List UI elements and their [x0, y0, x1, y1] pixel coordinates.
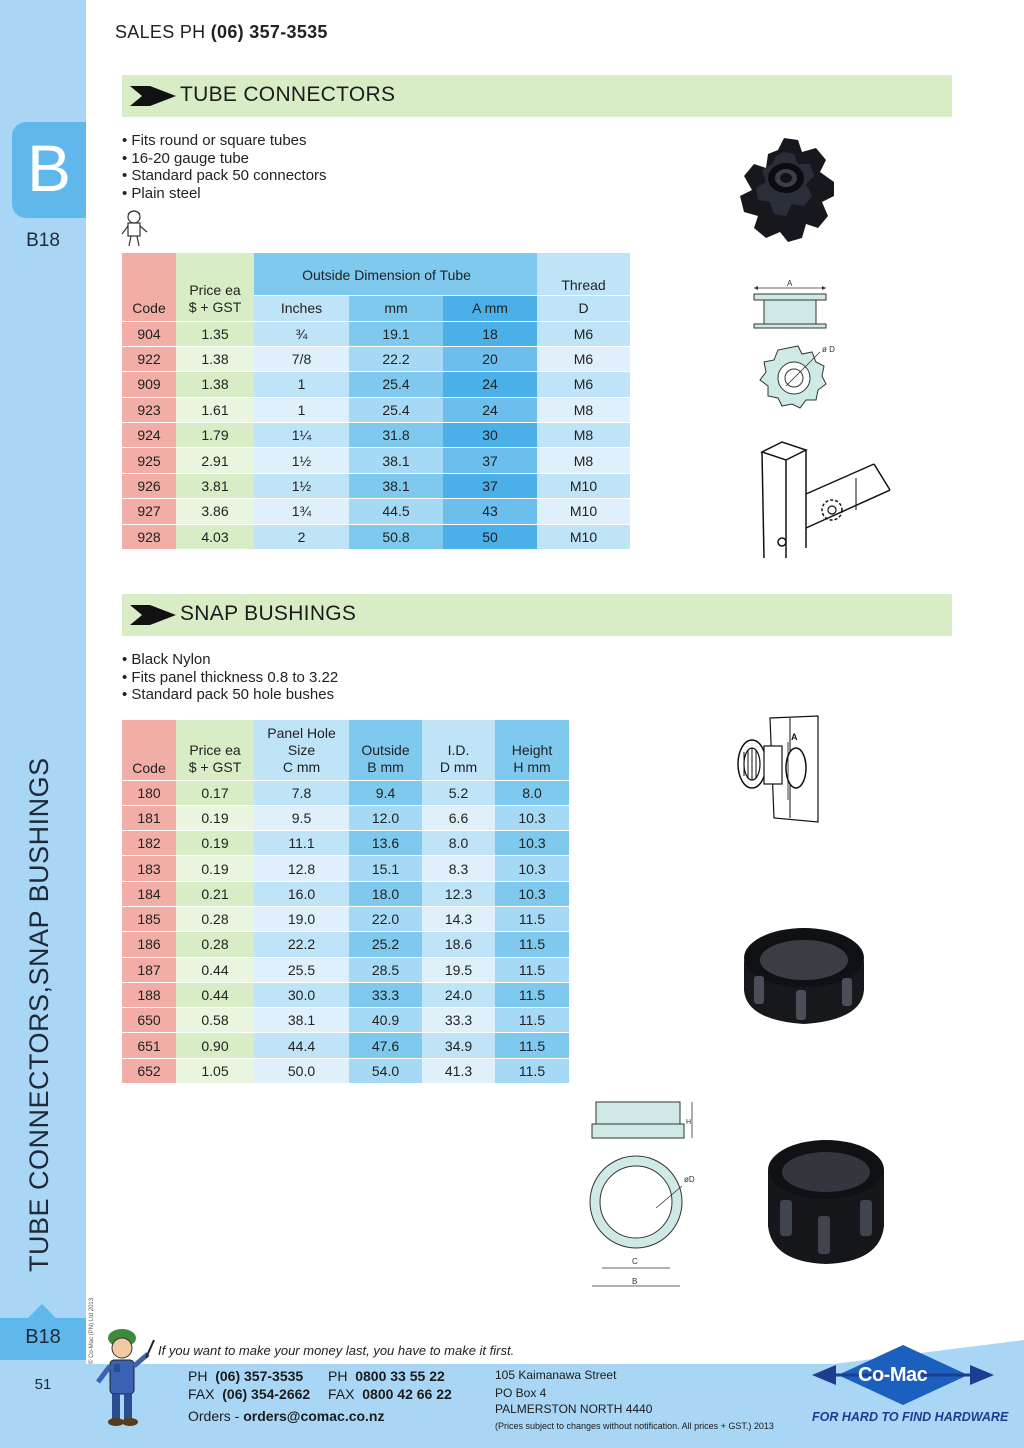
cell-thread: M6 — [537, 321, 630, 346]
tagline: FOR HARD TO FIND HARDWARE — [812, 1410, 1009, 1424]
cell-price: 1.38 — [176, 372, 254, 397]
table-row — [122, 881, 569, 906]
cell-mm: 19.1 — [349, 321, 443, 346]
col-header-panel-line1: Panel Hole — [267, 724, 336, 741]
page-code-top: B18 — [26, 230, 60, 251]
phone-label: PH — [188, 1368, 208, 1384]
cell-code: 909 — [122, 372, 176, 397]
cell-amm: 18 — [443, 321, 537, 346]
mascot-icon — [92, 1324, 158, 1428]
cell-price: 1.61 — [176, 397, 254, 422]
cell-code: 182 — [122, 831, 176, 856]
cell-outside: 25.2 — [349, 932, 422, 957]
orders-email-link[interactable]: orders@comac.co.nz — [243, 1408, 385, 1424]
cell-price: 4.03 — [176, 524, 254, 549]
table-row — [122, 423, 630, 448]
cell-height: 10.3 — [495, 856, 569, 881]
diagram-label-h: H — [686, 1119, 692, 1126]
cell-inches: 1¾ — [254, 499, 349, 524]
snap-bushing-photo — [738, 920, 868, 1030]
cell-outside: 9.4 — [349, 780, 422, 805]
cell-panel-hole: 38.1 — [254, 1008, 349, 1033]
diagram-label-b: B — [632, 1277, 638, 1286]
cell-outside: 47.6 — [349, 1033, 422, 1058]
col-header-outside — [349, 720, 422, 780]
diagram-label-a: A — [787, 280, 793, 288]
code-tab-notch — [28, 1304, 56, 1318]
cell-id: 8.0 — [422, 831, 495, 856]
cell-height: 10.3 — [495, 881, 569, 906]
cell-id: 41.3 — [422, 1058, 495, 1083]
cell-price: 3.81 — [176, 473, 254, 498]
cell-amm: 30 — [443, 423, 537, 448]
col-header-outside-line2: B mm — [367, 758, 404, 775]
col-header-price-line1: Price ea — [189, 741, 241, 758]
table-row — [122, 982, 569, 1007]
cell-mm: 31.8 — [349, 423, 443, 448]
cell-height: 11.5 — [495, 1058, 569, 1083]
tube-connector-installed-diagram — [756, 438, 896, 564]
cell-code: 650 — [122, 1008, 176, 1033]
table-row — [122, 473, 630, 498]
cell-price: 0.19 — [176, 831, 254, 856]
footer-motto: If you want to make your money last, you have to make it first. — [158, 1343, 515, 1358]
cell-code: 184 — [122, 881, 176, 906]
cell-panel-hole: 16.0 — [254, 881, 349, 906]
cell-price: 1.38 — [176, 346, 254, 371]
cell-panel-hole: 12.8 — [254, 856, 349, 881]
cell-code: 926 — [122, 473, 176, 498]
table-row — [122, 372, 630, 397]
table-row — [122, 906, 569, 931]
cell-mm: 22.2 — [349, 346, 443, 371]
tube-connector-side-diagram — [750, 280, 832, 334]
cell-id: 5.2 — [422, 780, 495, 805]
cell-outside: 40.9 — [349, 1008, 422, 1033]
cell-inches: 1½ — [254, 473, 349, 498]
cell-inches: 1 — [254, 397, 349, 422]
col-header-thread: Thread — [537, 253, 630, 295]
col-group-outside-dimension: Outside Dimension of Tube — [254, 253, 537, 295]
footer-fax-1 — [188, 1386, 310, 1402]
cell-height: 10.3 — [495, 831, 569, 856]
sales-prefix: SALES PH — [115, 22, 206, 42]
fax-label: FAX — [328, 1386, 355, 1402]
sales-phone: (06) 357-3535 — [210, 22, 328, 42]
col-header-panel-line2: Size — [287, 741, 316, 758]
address-line-2: PO Box 4 — [495, 1386, 547, 1400]
cell-panel-hole: 7.8 — [254, 780, 349, 805]
cell-price: 0.28 — [176, 932, 254, 957]
section-letter: B — [26, 131, 72, 205]
cell-amm: 43 — [443, 499, 537, 524]
cell-panel-hole: 25.5 — [254, 957, 349, 982]
cell-price: 1.79 — [176, 423, 254, 448]
col-header-price — [176, 253, 254, 321]
cell-outside: 13.6 — [349, 831, 422, 856]
cell-price: 0.19 — [176, 856, 254, 881]
cell-price: 3.86 — [176, 499, 254, 524]
cell-height: 11.5 — [495, 932, 569, 957]
cell-code: 928 — [122, 524, 176, 549]
col-header-panel-line3: C mm — [282, 758, 321, 775]
tube-connectors-table — [122, 253, 630, 550]
tube-connectors-features — [122, 132, 327, 202]
cell-price: 1.05 — [176, 1058, 254, 1083]
snap-bushings-title: SNAP BUSHINGS — [180, 602, 357, 625]
cell-code: 187 — [122, 957, 176, 982]
col-header-code: Code — [122, 253, 176, 321]
tube-connectors-header — [122, 75, 952, 117]
cell-panel-hole: 44.4 — [254, 1033, 349, 1058]
cell-code: 185 — [122, 906, 176, 931]
cell-id: 24.0 — [422, 982, 495, 1007]
cell-inches: 1¼ — [254, 423, 349, 448]
fax-number: (06) 354-2662 — [222, 1386, 311, 1402]
table-row — [122, 831, 569, 856]
cell-id: 33.3 — [422, 1008, 495, 1033]
table-row — [122, 1058, 569, 1083]
table-row — [122, 448, 630, 473]
cell-thread: M8 — [537, 397, 630, 422]
footer-phone-2 — [328, 1368, 445, 1384]
page-code-bottom: B18 — [25, 1326, 61, 1348]
cell-outside: 33.3 — [349, 982, 422, 1007]
cell-amm: 24 — [443, 372, 537, 397]
cell-id: 14.3 — [422, 906, 495, 931]
col-header-panel-hole — [254, 720, 349, 780]
footer-phone-1 — [188, 1368, 303, 1384]
cell-price: 0.90 — [176, 1033, 254, 1058]
table-row — [122, 397, 630, 422]
list-item: • Plain steel — [122, 185, 327, 203]
snap-bushings-table — [122, 720, 569, 1084]
vertical-section-title: TUBE CONNECTORS,SNAP BUSHINGS — [24, 757, 54, 1272]
phone-number[interactable]: 0800 33 55 22 — [355, 1368, 445, 1384]
snap-bushings-features — [122, 651, 338, 704]
list-item: • 16-20 gauge tube — [122, 150, 327, 168]
col-header-thread-d: D — [537, 295, 630, 321]
snap-bushing-dimension-diagram — [588, 1098, 704, 1294]
cell-height: 8.0 — [495, 780, 569, 805]
col-header-price-line2: $ + GST — [188, 758, 242, 775]
col-header-outside-line1: Outside — [361, 741, 410, 758]
col-header-id-line2: D mm — [439, 758, 478, 775]
cell-code: 188 — [122, 982, 176, 1007]
col-header-id-line1: I.D. — [447, 741, 470, 758]
footer-orders — [188, 1408, 385, 1424]
cell-amm: 24 — [443, 397, 537, 422]
col-header-height-line1: Height — [511, 741, 553, 758]
cell-thread: M10 — [537, 524, 630, 549]
list-item: • Fits round or square tubes — [122, 132, 327, 150]
cell-outside: 18.0 — [349, 881, 422, 906]
table-row — [122, 321, 630, 346]
cell-panel-hole: 50.0 — [254, 1058, 349, 1083]
list-item: • Standard pack 50 connectors — [122, 167, 327, 185]
cell-outside: 12.0 — [349, 805, 422, 830]
phone-number[interactable]: (06) 357-3535 — [215, 1368, 304, 1384]
cell-code: 183 — [122, 856, 176, 881]
col-header-price-line2: $ + GST — [188, 298, 242, 315]
cell-amm: 50 — [443, 524, 537, 549]
cell-code: 180 — [122, 780, 176, 805]
cell-price: 0.44 — [176, 982, 254, 1007]
cell-inches: 1½ — [254, 448, 349, 473]
cell-code: 651 — [122, 1033, 176, 1058]
cell-price: 0.17 — [176, 780, 254, 805]
snap-bushings-header — [122, 594, 952, 636]
cell-thread: M6 — [537, 346, 630, 371]
table-row — [122, 499, 630, 524]
phone-label: PH — [328, 1368, 348, 1384]
cell-panel-hole: 9.5 — [254, 805, 349, 830]
cell-mm: 50.8 — [349, 524, 443, 549]
section-arrow-icon — [130, 605, 176, 625]
cell-outside: 54.0 — [349, 1058, 422, 1083]
section-arrow-icon — [130, 86, 176, 106]
cell-amm: 20 — [443, 346, 537, 371]
copyright-notice: © Co-Mac (PN) Ltd 2013 — [89, 1297, 95, 1364]
fax-number: 0800 42 66 22 — [362, 1386, 452, 1402]
cell-id: 6.6 — [422, 805, 495, 830]
cell-price: 2.91 — [176, 448, 254, 473]
col-header-price — [176, 720, 254, 780]
cell-id: 8.3 — [422, 856, 495, 881]
cell-mm: 38.1 — [349, 473, 443, 498]
cell-code: 927 — [122, 499, 176, 524]
table-row — [122, 1008, 569, 1033]
table-row — [122, 932, 569, 957]
cell-outside: 22.0 — [349, 906, 422, 931]
snap-bushing-panel-diagram — [730, 712, 826, 824]
cell-height: 11.5 — [495, 957, 569, 982]
table-row — [122, 1033, 569, 1058]
cell-thread: M8 — [537, 448, 630, 473]
cell-thread: M8 — [537, 423, 630, 448]
list-item: • Standard pack 50 hole bushes — [122, 686, 338, 704]
table-row — [122, 856, 569, 881]
cell-panel-hole: 30.0 — [254, 982, 349, 1007]
cell-code: 925 — [122, 448, 176, 473]
orders-label: Orders - — [188, 1408, 240, 1424]
logo-text: Co-Mac — [858, 1364, 928, 1386]
cell-inches: 1 — [254, 372, 349, 397]
cell-code: 923 — [122, 397, 176, 422]
cell-mm: 25.4 — [349, 397, 443, 422]
cell-code: 186 — [122, 932, 176, 957]
address-line-1: 105 Kaimanawa Street — [495, 1368, 617, 1382]
tube-connectors-title: TUBE CONNECTORS — [180, 83, 396, 106]
cell-amm: 37 — [443, 448, 537, 473]
address-line-3: PALMERSTON NORTH 4440 — [495, 1402, 653, 1416]
cell-id: 34.9 — [422, 1033, 495, 1058]
cell-thread: M6 — [537, 372, 630, 397]
cell-panel-hole: 22.2 — [254, 932, 349, 957]
cell-code: 922 — [122, 346, 176, 371]
col-header-mm: mm — [349, 295, 443, 321]
col-header-height-line2: H mm — [513, 758, 551, 775]
cell-code: 924 — [122, 423, 176, 448]
cell-thread: M10 — [537, 499, 630, 524]
tube-connector-photo — [714, 130, 854, 256]
cell-id: 19.5 — [422, 957, 495, 982]
cell-price: 0.28 — [176, 906, 254, 931]
page-number: 51 — [34, 1376, 52, 1393]
cell-height: 11.5 — [495, 906, 569, 931]
tube-connector-top-diagram — [750, 340, 846, 412]
table-row — [122, 524, 630, 549]
col-header-inches: Inches — [254, 295, 349, 321]
snap-bushing-photo-2 — [758, 1136, 894, 1268]
cell-code: 652 — [122, 1058, 176, 1083]
cell-price: 0.44 — [176, 957, 254, 982]
diagram-label-c: C — [632, 1257, 638, 1266]
fax-label: FAX — [188, 1386, 215, 1402]
cell-thread: M10 — [537, 473, 630, 498]
cell-id: 12.3 — [422, 881, 495, 906]
col-header-height — [495, 720, 569, 780]
cell-outside: 28.5 — [349, 957, 422, 982]
cell-panel-hole: 19.0 — [254, 906, 349, 931]
col-header-amm: A mm — [443, 295, 537, 321]
cell-price: 0.21 — [176, 881, 254, 906]
cell-code: 181 — [122, 805, 176, 830]
cell-mm: 25.4 — [349, 372, 443, 397]
cell-id: 18.6 — [422, 932, 495, 957]
cell-price: 0.58 — [176, 1008, 254, 1033]
footer-fax-2 — [328, 1386, 452, 1402]
cell-price: 0.19 — [176, 805, 254, 830]
cell-height: 11.5 — [495, 982, 569, 1007]
mascot-small-icon — [120, 208, 150, 248]
cell-height: 11.5 — [495, 1008, 569, 1033]
cell-inches: ¾ — [254, 321, 349, 346]
list-item: • Fits panel thickness 0.8 to 3.22 — [122, 669, 338, 687]
col-header-id — [422, 720, 495, 780]
cell-panel-hole: 11.1 — [254, 831, 349, 856]
col-header-price-line1: Price ea — [189, 281, 241, 298]
diagram-label-d: ø D — [822, 345, 835, 354]
sales-phone-header — [115, 22, 328, 43]
table-row — [122, 780, 569, 805]
table-row — [122, 805, 569, 830]
cell-mm: 38.1 — [349, 448, 443, 473]
list-item: • Black Nylon — [122, 651, 338, 669]
cell-outside: 15.1 — [349, 856, 422, 881]
cell-code: 904 — [122, 321, 176, 346]
cell-price: 1.35 — [176, 321, 254, 346]
table-row — [122, 957, 569, 982]
table-row — [122, 346, 630, 371]
cell-inches: 2 — [254, 524, 349, 549]
cell-amm: 37 — [443, 473, 537, 498]
diagram-label-d: øD — [684, 1175, 695, 1184]
diagram-label-a: A — [791, 732, 798, 742]
cell-mm: 44.5 — [349, 499, 443, 524]
col-header-code: Code — [122, 720, 176, 780]
cell-height: 10.3 — [495, 805, 569, 830]
cell-height: 11.5 — [495, 1033, 569, 1058]
fine-print: (Prices subject to changes without notification. All prices + GST.) 2013 — [495, 1421, 774, 1431]
cell-inches: 7/8 — [254, 346, 349, 371]
